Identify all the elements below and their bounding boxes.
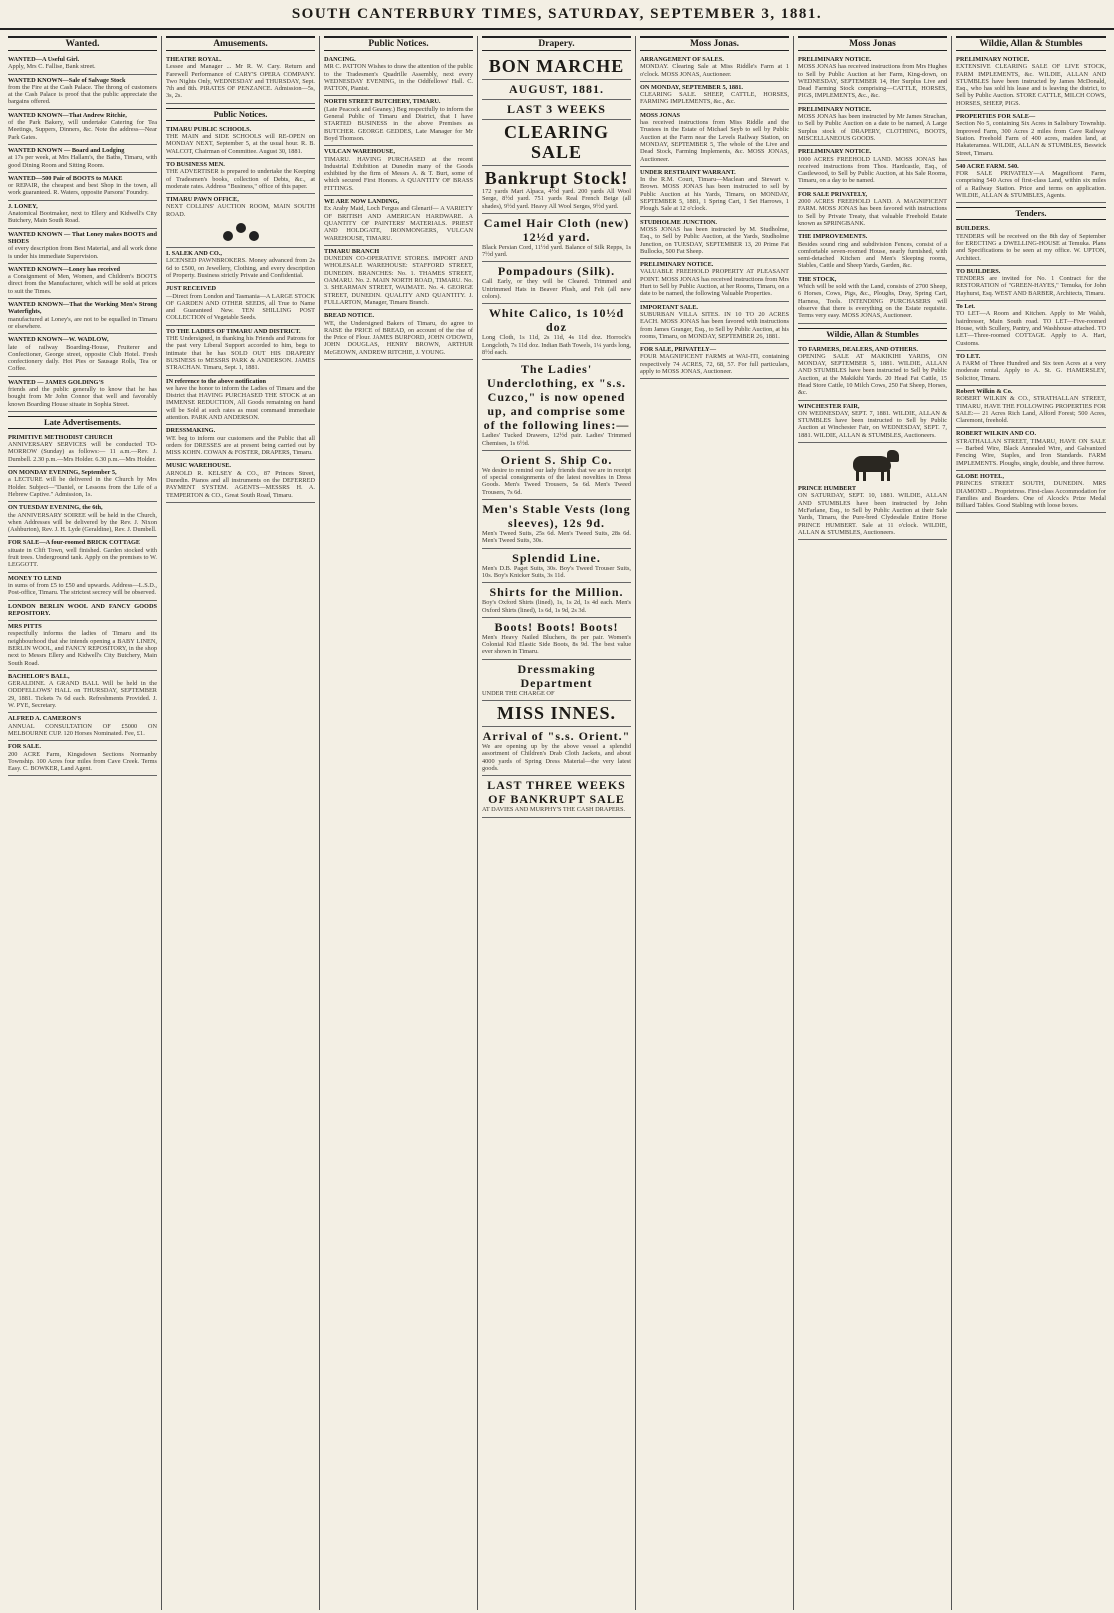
ad-headline: CLEARING SALE xyxy=(503,122,609,162)
advertisement xyxy=(640,344,789,379)
ad-headline: WANTED KNOWN—Sale of Salvage Stock xyxy=(8,76,126,84)
advertisement xyxy=(798,344,947,401)
column-moss-jonas-1 xyxy=(636,36,794,1610)
column-heading: Moss Jonas xyxy=(798,36,947,51)
advertisement xyxy=(324,310,473,360)
advertisement xyxy=(798,146,947,188)
ad-headline: THE STOCK, xyxy=(798,275,837,283)
ad-body: GERALDINE. A GRAND BALL Will be held in the ODDFELLOWS' HALL on THURSDAY, SEPTEMBER 29, 1881. Tickets 7s 6d each. Refreshments Provided. J. W. PYE, Secretary. xyxy=(8,680,157,710)
ad-body: WE beg to inform our customers and the Public that all orders for DRESSES are at present being carried out by MISS KOHN. COWAN & FOSTER, DRAPERS, Timaru. xyxy=(166,434,315,457)
ad-body: SUBURBAN VILLA SITES. IN 10 TO 20 ACRES EACH. MOSS JONAS has been favored with instructions from James Granger, Esq., to Sell by Public Auction, at his rooms, Timaru, on MONDAY, SEPTEMBER 26, 1881. xyxy=(640,310,789,340)
section-heading: Tenders. xyxy=(956,207,1106,220)
ad-body: Long Cloth, 1s 11d, 2s 11d, 4s 11d doz. Horrock's Longcloth, 7s 11d doz. Indian Bath Towels, 1¼ yards long, 8½d each. xyxy=(482,334,631,356)
advertisement xyxy=(798,104,947,146)
column-wanted xyxy=(4,36,162,1610)
advertisement xyxy=(798,443,947,540)
section-heading: Public Notices. xyxy=(166,108,315,121)
advertisement xyxy=(640,217,789,259)
ad-headline: DANCING. xyxy=(324,56,356,63)
advertisement xyxy=(8,54,157,75)
ads-list xyxy=(482,54,631,818)
ad-headline: FOR SALE, PRIVATELY— xyxy=(640,346,716,354)
masthead: SOUTH CANTERBURY TIMES, SATURDAY, SEPTEMBER 3, 1881. xyxy=(0,0,1114,30)
advertisement xyxy=(8,741,157,776)
late-ads-list xyxy=(798,344,947,541)
advertisement xyxy=(640,110,789,167)
ad-body: Ladies' Tucked Drawers, 12½d pair. Ladies' Trimmed Chemises, 1s 6½d. xyxy=(482,432,631,447)
ad-body: EXTENSIVE CLEARING SALE OF LIVE STOCK, FARM IMPLEMENTS, &c. WILDIE, ALLAN AND STUMBLES have been instructed by James McDonald, Esq., who has sold his lease and is leaving the district, to Sell by Public Auction. STORE CATTLE, MILCH COWS, HORSES, SHEEP, PIGS. xyxy=(956,63,1106,107)
ad-body: Boy's Oxford Shirts (lined), 1s, 1s 2d, 1s 4d each. Men's Oxford Shirts (lined), 1s 6d, 1s 9d, 2s 3d. xyxy=(482,599,631,614)
ad-body: has received instructions from Miss Riddle and the Trustees in the Estate of Michael Seyb to sell by Public Auction at the Farm near the Levels Railway Station, on MONDAY, SEPTEMBER 5, The whole of the Live and Dead Stock, Farming Implements, &c. MOSS JONAS, Auctioneer. xyxy=(640,119,789,163)
ad-headline: PRINCE HUMBERT xyxy=(798,485,857,493)
ad-headline: WE ARE NOW LANDING, xyxy=(324,198,400,206)
ads-list xyxy=(798,54,947,324)
ad-headline: ARRANGEMENT OF SALES. xyxy=(640,56,724,63)
advertisement xyxy=(8,377,157,412)
ad-headline: 540 ACRE FARM. 540. xyxy=(956,162,1019,170)
advertisement xyxy=(324,246,473,310)
advertisement xyxy=(166,54,315,104)
advertisement xyxy=(482,214,631,263)
ad-headline: Shirts for the Million. xyxy=(489,585,624,600)
advertisement xyxy=(482,500,631,549)
advertisement xyxy=(798,231,947,273)
ad-headline: LONDON BERLIN WOOL AND FANCY GOODS REPOSITORY. xyxy=(8,602,157,617)
ad-headline: The Ladies' Underclothing, ex "s.s. Cuzco," is now opened up, and comprise some of the following lines:— xyxy=(483,362,630,433)
ad-body: manufactured at Loney's, are not to be equalled in Timaru or elsewhere. xyxy=(8,315,157,330)
ad-body: MOSS JONAS has been instructed by Mr James Strachan, to Sell by Public Auction on a date to be named, A Large Surplus stock of DRAPERY, CLOTHING, BOOTS, MISCELLANEOUS GOODS. xyxy=(798,113,947,142)
ad-headline: WANTED KNOWN—That the Working Men's Strong Waterfights, xyxy=(8,301,157,316)
advertisement xyxy=(640,167,789,217)
ad-body: 172 yards Mart Alpaca, 4½d yard. 200 yards All Wool Serge, 8½d yard. 751 yards Real French Beige (all shades), 9½d yard. Heavy All Wool Serges, 9½d yard. xyxy=(482,188,631,210)
ad-body: or REPAIR, the cheapest and best Shop in the town, all work guaranteed. R. Waters, opposite Parsons' Foundry. xyxy=(8,182,157,197)
advertisement xyxy=(956,386,1106,428)
advertisement xyxy=(8,467,157,502)
ad-body: a LECTURE will be delivered in the Church by Mrs Holder. Subject—"Daniel, or Lessons from the Life of a Hebrew Captive." Admission, 1s. xyxy=(8,476,157,498)
column-wildie-allan-stumbles xyxy=(952,36,1110,1610)
ad-headline: TO BUSINESS MEN. xyxy=(166,160,225,168)
ad-headline: BACHELOR'S BALL, xyxy=(8,672,70,680)
ad-headline: FOR SALE—A four-roomed BRICK COTTAGE xyxy=(8,539,141,547)
ad-headline: WANTED—500 Pair of BOOTS to MAKE xyxy=(8,174,123,182)
ads-list xyxy=(166,54,315,104)
ad-body: AT DAVIES AND MURPHY'S THE CASH DRAPERS. xyxy=(482,806,626,814)
ad-headline: TO BUILDERS. xyxy=(956,267,1001,275)
ads-list xyxy=(640,54,789,379)
column-heading: Wildie, Allan & Stumbles xyxy=(956,36,1106,51)
advertisement xyxy=(8,621,157,671)
advertisement xyxy=(8,229,157,264)
ad-headline: PRELIMINARY NOTICE. xyxy=(956,56,1030,63)
advertisement xyxy=(8,573,157,601)
ad-body: WE, the Undersigned Bakers of Timaru, do agree to RAISE the PRICE of BREAD, on account of the rise of the Price of Flour. JAMES BURFORD, JOHN O'DOWD, JOHN DOUGLAS, HENRY BROWN, ARTHUR McGEOWN, ANDREW RITCHIE, J. YOUNG. xyxy=(324,319,473,356)
ad-headline: To Let. xyxy=(956,303,976,311)
advertisement xyxy=(8,713,157,741)
advertisement xyxy=(640,259,789,301)
ad-body: Apply, Mrs C. Fallise, Bank street. xyxy=(8,63,96,71)
ad-body: Men's Tweed Suits, 25s 6d. Men's Tweed Suits, 28s 6d. Men's Tweed Suits, 30s. xyxy=(482,530,631,545)
advertisement xyxy=(166,124,315,159)
advertisement xyxy=(166,283,315,325)
ad-headline: FOR SALE PRIVATELY, xyxy=(798,190,868,198)
advertisement xyxy=(956,266,1106,301)
ad-body: NEXT COLLINS' AUCTION ROOM, MAIN SOUTH ROAD. xyxy=(166,203,315,218)
advertisement xyxy=(482,120,631,166)
advertisement xyxy=(640,302,789,344)
ad-headline: Boots! Boots! Boots! xyxy=(494,619,619,634)
advertisement xyxy=(166,248,315,283)
advertisement xyxy=(8,173,157,201)
ads-list xyxy=(956,54,1106,203)
ad-headline: NORTH STREET BUTCHERY, TIMARU. xyxy=(324,98,441,106)
ad-body: (Late Peacock and Geaney.) Beg respectfully to inform the General Public of Timaru and District, that I have STARTED BUSINESS in the above Premises as BUTCHER. GEORGE GEDDES, Late Manager for Mr Boyd Thomson. xyxy=(324,105,473,142)
advertisement xyxy=(640,54,789,82)
ad-body: MOSS JONAS has received instructions from Mrs Hughes to Sell by Public Auction at her Farm, King-down, on WEDNESDAY, SEPTEMBER 14, Her Surplus Live and Dead Farming Stock comprising—CATTLE, HORSES, PIGS, IMPLEMENTS, &c., &c. xyxy=(798,63,947,100)
ad-headline: MISS INNES. xyxy=(496,703,617,724)
advertisement xyxy=(166,376,315,426)
ad-body: a Consignment of Men, Women, and Children's BOOTS direct from the Manufacturer, which will be sold at prices to suit the Times. xyxy=(8,273,157,295)
ad-body: Ex Araby Maid, Loch Fergus and Glenarif— A VARIETY OF BRITISH AND AMERICAN HARDWARE. A QUANTITY OF PAINTERS' MATERIALS. PRIEST AND HOLDGATE, IRONMONGERS, VULCAN WAREHOUSE, TIMARU. xyxy=(324,205,473,242)
ad-body: Besides sound ring and subdivision Fences, consist of a comfortable seven-roomed House, nearly furnished, with semi-detached Kitchen and Men's Sleeping rooms, Stables, Cattle and Sheep Yards, Garden, &c. xyxy=(798,240,947,270)
ad-body: TENDERS are invited for No. 1 Contract for the RESTORATION of "GREEN-HAYES," Temuka, for John Hayhurst, Esq. WEST AND BARBER, Architects, Timaru. xyxy=(956,275,1106,297)
ad-headline: AUGUST, 1881. xyxy=(508,82,605,96)
column-heading: Wanted. xyxy=(8,36,157,51)
ad-body: Section No 5, containing Six Acres in Salisbury Township. Improved Farm, 300 Acres 2 miles from Cave Railway Station. Freehold Farm of 400 acres, maiden land, at Hakateramea. WILDIE, ALLAN & STUMBLES, Beswick Street, Timaru. xyxy=(956,120,1106,157)
ad-headline: PRIMITIVE METHODIST CHURCH xyxy=(8,433,113,441)
advertisement xyxy=(8,145,157,173)
column-heading: Moss Jonas. xyxy=(640,36,789,51)
ad-headline: LAST THREE WEEKS OF BANKRUPT SALE xyxy=(487,778,626,807)
ad-body: in sums of from £5 to £50 and upwards. Address—L.S.D., Post-office, Timaru. The strictest secrecy will be observed. xyxy=(8,581,157,597)
advertisement xyxy=(798,189,947,231)
ad-headline: Men's Stable Vests (long sleeves), 12s 9d. xyxy=(482,502,631,531)
ad-body: Lessee and Manager ... Mr R. W. Cary. Return and Farewell Performance of CARY'S OPERA COMPANY. Two Nights Only, WEDNESDAY and THURSDAY, Sept. 7th and 8th. PIRATES OF PENZANCE. Admission—5s, 3s, 2s. xyxy=(166,63,315,100)
advertisement xyxy=(166,326,315,376)
advertisement xyxy=(482,80,631,100)
ad-body: CLEARING SALE. SHEEP, CATTLE, HORSES, FARMING IMPLEMENTS, &c., &c. xyxy=(640,91,789,106)
ad-headline: MONEY TO LEND xyxy=(8,574,62,582)
ad-body: STRATHALLAN STREET, TIMARU, HAVE ON SALE— Barbed Wire, Black Annealed Wire, and Galvanized Fencing Wire, Staples, and Iron Standards. FARM IMPLEMENTS. Ploughs, single, double, and three furrow. xyxy=(956,437,1106,467)
ad-headline: PRELIMINARY NOTICE. xyxy=(798,148,872,156)
ad-body: A FARM of Three Hundred and Six teen Acres at a very moderate rental. Apply to A. St. G. HAMERSLEY, Solicitor, Timaru. xyxy=(956,360,1106,382)
ad-headline: J. LONEY, xyxy=(8,202,38,210)
ad-body: at 17s per week, at Mrs Hallam's, the Baths, Timaru, with good Dining Room and Sitting Room. xyxy=(8,154,157,169)
ad-body: VALUABLE FREEHOLD PROPERTY AT PLEASANT POINT. MOSS JONAS has received instructions from Mrs Hurt to Sell by Public Auction, at her Rooms, Timaru, on a date to be named, the following Valuable Properties. xyxy=(640,268,789,298)
ad-headline: Robert Wilkin & Co. xyxy=(956,387,1013,395)
ad-headline: PROPERTIES FOR SALE— xyxy=(956,113,1036,121)
ad-headline: ROBERT WILKIN AND CO. xyxy=(956,430,1037,438)
ad-headline: IN reference to the above notification xyxy=(166,377,266,385)
ad-body: MR C. PATTON Wishes to draw the attention of the public to the Tradesmen's Quadrille Assembly, next every WEDNESDAY EVENING, in the Oddfellows' Hall. C. PATTON, Pianist. xyxy=(324,63,473,93)
advertisement xyxy=(166,159,315,194)
ad-body: UNDER THE CHARGE OF xyxy=(482,689,555,697)
horse-illustration-icon xyxy=(843,448,903,482)
ad-body: Men's D.B. Paget Suits, 30s. Boy's Tweed Trouser Suits, 10s. Boy's Knicker Suits, 3s 11d. xyxy=(482,564,631,579)
advertisement xyxy=(324,146,473,196)
ad-headline: ALFRED A. CAMERON'S xyxy=(8,715,82,723)
ad-headline: BON MARCHE xyxy=(488,56,625,76)
ad-body: Which will be sold with the Land, consists of 2700 Sheep, 6 Horses, Cows, Pigs, &c., Ploughs, Dray, Spring Cart, Harness, Tools. INTENDING PURCHASERS will observe that there is everything on the Estate requisite. Terms very easy. MOSS JONAS, Auctioneer. xyxy=(798,283,947,320)
column-heading: Public Notices. xyxy=(324,36,473,51)
advertisement xyxy=(8,75,157,110)
ad-headline: IMPORTANT SALE. xyxy=(640,303,698,311)
ad-headline: THEATRE ROYAL. xyxy=(166,56,222,63)
ad-body: LICENSED PAWNBROKERS. Money advanced from 2s 6d to £500, on Jewellery, Clothing, and every description of Property. Business strictly Private and Confidential. xyxy=(166,257,315,279)
ad-body: PRINCES STREET SOUTH, DUNEDIN. MRS DIAMOND ... Proprietress. First-class Accommodation for Families and Boarders. One of Alcock's Prize Medal Billiard Tables. Good Stabling with loose boxes. xyxy=(956,480,1106,510)
advertisement xyxy=(482,701,631,727)
ad-body: 1000 ACRES FREEHOLD LAND. MOSS JONAS has received instructions from Thos. Hardcastle, Esq., of Castlewood, to Sell by Public Auction, at his Sale Rooms, Timaru, on a day to be named. xyxy=(798,155,947,185)
advertisement xyxy=(8,601,157,622)
late-ads-list xyxy=(166,124,315,503)
ads-list xyxy=(324,54,473,360)
ad-body: THE ADVERTISER is prepared to undertake the Keeping of Tradesmen's books, collection of Debts, &c., at moderate rates. Address "Business," office of this paper. xyxy=(166,168,315,190)
advertisement xyxy=(8,334,157,376)
advertisement xyxy=(956,301,1106,351)
late-ads-list xyxy=(956,223,1106,513)
ad-headline: BUILDERS. xyxy=(956,225,990,233)
column-moss-jonas-2 xyxy=(794,36,952,1610)
advertisement xyxy=(8,264,157,299)
ad-body: ON SATURDAY, SEPT. 10, 1881. WILDIE, ALLAN AND STUMBLES have been instructed by John McFarlane, Esq., to Sell by Public Auction at their Sale Yards, Timaru, the Pure-bred Clydesdale Entire Horse PRINCE HUMBERT. Sale at 11 o'clock. WILDIE, ALLAN & STUMBLES, Auctioneers. xyxy=(798,492,947,536)
ad-body: respectfully informs the ladies of Timaru and its neighbourhood that she intends opening a BABY LINEN, BERLIN WOOL, and FANCY REPOSITORY, in the shop next to Messrs Ellery and Kidwell's City Butchery, Main South Road. xyxy=(8,630,157,667)
advertisement xyxy=(956,428,1106,470)
section-heading: Late Advertisements. xyxy=(8,416,157,429)
ad-body: —Direct from London and Tasmania—A LARGE STOCK OF GARDEN AND OTHER SEEDS, all True to Name and Guaranteed New. TEN SHILLING POST COLLECTION of Vegetable Seeds. xyxy=(166,292,315,322)
late-ads-list xyxy=(8,432,157,777)
ad-body: MOSS JONAS has been instructed by M. Studholme, Esq., to Sell by Public Auction, at the Yards, Studholme Junction, on TUESDAY, SEPTEMBER 13, 20 Prime Fat Bullocks, 500 Fat Sheep. xyxy=(640,225,789,255)
ad-body: THE Undersigned, in thanking his Friends and Patrons for the past very Liberal Support accorded to him, begs to intimate that he has SOLD OUT HIS DRAPERY BUSINESS to MESSRS PARK & ANDERSON. JAMES STRACHAN. Timaru, Sept. 1, 1881. xyxy=(166,335,315,372)
ad-body: In the R.M. Court, Timaru—Maclean and Stewart v. Brown. MOSS JONAS has been instructed to sell by Public Auction at his Yards, Timaru, on MONDAY, SEPTEMBER 5, 1881, 1 Spring Cart, 1 Set Harrows, 1 Plough. Sale at 12 o'clock. xyxy=(640,176,789,213)
ad-body: THE MAIN and SIDE SCHOOLS will RE-OPEN on MONDAY NEXT, September 5, at the usual hour. R. B. WALCOT, Chairman of Committee. August 30, 1881. xyxy=(166,133,315,155)
ad-headline: STUDHOLME JUNCTION. xyxy=(640,218,717,226)
ad-body: FOR SALE PRIVATELY—A Magnificent Farm, comprising 540 Acres of first-class Land, within six miles of a Railway Station. Price and terms on application. WILDIE, ALLAN & STUMBLES, Agents. xyxy=(956,170,1106,200)
ad-body: ANNUAL CONSULTATION OF £5000 ON MELBOURNE CUP. 120 Horses Nominated. Fee, £1. xyxy=(8,722,157,737)
advertisement xyxy=(482,660,631,701)
ad-headline: VULCAN WAREHOUSE, xyxy=(324,148,395,156)
ad-headline: DRESSMAKING. xyxy=(166,427,216,435)
ad-body: Black Persian Cord, 11½d yard. Balance of Silk Repps, 1s 7½d yard. xyxy=(482,243,631,259)
ad-headline: Splendid Line. xyxy=(512,550,601,565)
ad-body: OPENING SALE AT MAKIKIHI YARDS, ON MONDAY, SEPTEMBER 5, 1881. WILDIE, ALLAN AND STUMBLES have been instructed to Sell by Public Auction, at the Makikihi Yards. 20 Head Fat Cattle, 15 Head Store Cattle, 10 Milch Cows, 250 Fat Sheep, Horses, &c. xyxy=(798,352,947,397)
ad-headline: WANTED — JAMES GOLDING'S xyxy=(8,378,104,386)
ad-headline: WANTED KNOWN — Board and Lodging xyxy=(8,146,125,154)
advertisement xyxy=(956,161,1106,203)
ad-headline: White Calico, 1s 10½d doz xyxy=(488,306,625,335)
ad-headline: UNDER RESTRAINT WARRANT. xyxy=(640,168,736,176)
ad-headline: FOR SALE. xyxy=(8,743,41,751)
ad-headline: GLOBE HOTEL, xyxy=(956,472,1004,480)
advertisement xyxy=(324,196,473,246)
ad-body: we have the honor to inform the Ladies of Timaru and the District that HAVING PURCHASED THE STOCK at an IMMENSE REDUCTION, All Goods remaining on hand will be Sold at such rates as must command immediate attention. PARK AND ANDERSON. xyxy=(166,384,315,421)
ad-body: the ANNIVERSARY SOIREE will be held in the Church, when Addresses will be delivered by the Rev. J. Nixon (Ashburton), Rev. J. H. Lyde (Geraldine), Rev. J. Dumbell. xyxy=(8,511,157,534)
ad-headline: TIMARU PUBLIC SCHOOLS. xyxy=(166,125,252,133)
advertisement xyxy=(482,618,631,660)
ad-headline: WANTED KNOWN—Loney has received xyxy=(8,265,121,273)
ad-body: We are opening up by the above vessel a splendid assortment of Children's Drab Cloth Jackets, and about 4000 yards of Spring Dress Material—the very latest goods. xyxy=(482,743,631,772)
ad-headline: ON MONDAY EVENING, September 5, xyxy=(8,469,117,477)
ad-headline: BREAD NOTICE. xyxy=(324,312,375,320)
ad-headline: MOSS JONAS xyxy=(640,111,681,119)
ad-headline: MUSIC WAREHOUSE. xyxy=(166,462,231,470)
ad-headline: ON TUESDAY EVENING, the 6th, xyxy=(8,504,103,512)
advertisement xyxy=(640,82,789,110)
ad-headline: TO FARMERS, DEALERS, AND OTHERS. xyxy=(798,345,918,353)
ad-body: of the Park Bakery, will undertake Catering for Tea Meetings, Suppers, Dinners, &c. Note the address—Near Park Gates. xyxy=(8,119,157,141)
section-heading: Wildie, Allan & Stumbles xyxy=(798,328,947,341)
ad-body: DUNEDIN CO-OPERATIVE STORES. IMPORT AND WHOLESALE WAREHOUSE: STAFFORD STREET, DUNEDIN. BRANCHES: No. 1. THAMES STREET, OAMARU. No. 2. MAIN NORTH ROAD, TIMARU. No. 3. SHEARMAN STREET, WAIMATE. No. 4. GEORGE STREET, DUNEDIN. QUALITY AND QUANTITY. J. FULLARTON, Manager, Timaru Branch. xyxy=(324,255,473,306)
ads-list xyxy=(8,54,157,412)
ad-body: ON WEDNESDAY, SEPT. 7, 1881. WILDIE, ALLAN & STUMBLES have been instructed to Sell by Public Auction at Winchester Fair, on WEDNESDAY, SEPT. 7, 1881. WILDIE, ALLAN & STUMBLES, Auctioneers. xyxy=(798,409,947,439)
ad-body: situate in Clift Town, well finished. Garden stocked with fruit trees. Underground tank. Apply on the premises to W. LEGGOTT. xyxy=(8,546,157,569)
advertisement xyxy=(166,460,315,502)
advertisement xyxy=(482,166,631,214)
advertisement xyxy=(482,304,631,360)
ad-body: 2000 ACRES FREEHOLD LAND. A MAGNIFICENT FARM. MOSS JONAS has been favored with instructions to Sell by Private Treaty, that valuable Freehold Estate known as SPRINGBANK. xyxy=(798,198,947,227)
ad-body: TO LET—A Room and Kitchen. Apply to Mr Walsh, hairdresser, Main South road. TO LET—Five-roomed House, with Scullery, Pantry, and Washhouse attached. TO LET—Three-roomed COTTAGE. Apply to A. Hart, Customs. xyxy=(956,310,1106,347)
advertisement xyxy=(956,54,1106,111)
ad-headline: JUST RECEIVED xyxy=(166,285,217,293)
column-heading: Drapery. xyxy=(482,36,631,51)
ad-body: Men's Heavy Nailed Bluchers, 8s per pair. Women's Colonial Kid Elastic Side Boots, 8s 9d. The best value ever shown in Timaru. xyxy=(482,633,631,656)
ad-headline: TO LET. xyxy=(956,352,981,360)
ad-body: TIMARU. HAVING PURCHASED at the recent Industrial Exhibition at Dunedin many of the Goods exhibited by the firm of Messrs A. & T. Burt, some of which secured First Honors. A QUANTITY OF BRASS FITTINGS. xyxy=(324,155,473,192)
advertisement xyxy=(956,223,1106,265)
advertisement xyxy=(482,262,631,304)
advertisement xyxy=(956,471,1106,513)
ad-headline: PRELIMINARY NOTICE. xyxy=(798,56,872,63)
pawnbroker-balls-icon xyxy=(221,220,261,242)
column-amusements xyxy=(162,36,320,1610)
ad-headline: WANTED KNOWN—That Andrew Ritchie, xyxy=(8,111,127,119)
advertisement xyxy=(956,351,1106,386)
ad-body: from the Fire at the Cash Palace. The throng of customers at the Cash Palace is proof that the public appreciate the bargains offered. xyxy=(8,83,157,106)
advertisement xyxy=(798,54,947,104)
advertisement xyxy=(482,583,631,618)
ad-headline: WINCHESTER FAIR, xyxy=(798,402,860,410)
column-heading: Amusements. xyxy=(166,36,315,51)
ad-headline: TIMARU BRANCH xyxy=(324,247,380,255)
advertisement xyxy=(8,671,157,713)
advertisement xyxy=(482,776,631,817)
ad-headline: PRELIMINARY NOTICE. xyxy=(640,261,714,269)
ad-headline: Dressmaking Department xyxy=(517,661,596,690)
advertisement xyxy=(482,54,631,80)
ad-body: We desire to remind our lady friends that we are in receipt of special consignments of the latest novelties in Dress Goods. Men's Tweed Trousers, 5s 6d. Men's Tweed Trousers, 7s 6d. xyxy=(482,466,631,496)
advertisement xyxy=(166,194,315,248)
ad-headline: WANTED KNOWN—W. WADLOW, xyxy=(8,336,109,344)
ad-headline: ON MONDAY, SEPTEMBER 5, 1881. xyxy=(640,83,743,91)
advertisement xyxy=(8,299,157,334)
advertisement xyxy=(8,502,157,537)
ad-body: FOUR MAGNIFICENT FARMS at WAI-ITI, containing respectively 74 ACRES, 72, 68, 57. For full particulars, apply to MOSS JONAS, Auctioneer. xyxy=(640,353,789,375)
advertisement xyxy=(482,727,631,776)
ad-body: MONDAY. Clearing Sale at Miss Riddle's Farm at 1 o'clock. MOSS JONAS, Auctioneer. xyxy=(640,63,789,78)
advertisement xyxy=(956,111,1106,161)
advertisement xyxy=(166,425,315,460)
ad-body: friends and the public generally to know that he has bought from Mr John Connor that well and favorably known Boarding House situate in Sophia Street. xyxy=(8,385,157,408)
ad-headline: THE IMPROVEMENTS. xyxy=(798,233,868,241)
ad-body: TENDERS will be received on the 8th day of September for ERECTING a DWELLING-HOUSE at Temuka. Plans and Specifications to be seen at my office. W. UPTON, Architect. xyxy=(956,232,1106,262)
advertisement xyxy=(482,451,631,500)
advertisement xyxy=(8,537,157,572)
advertisement xyxy=(482,549,631,584)
ad-body: 200 ACRE Farm, Kingsdown Sections Normanby Township. 100 Acres four miles from Cave Creek. Terms Easy. C. BOWKER, Land Agent. xyxy=(8,750,157,773)
ad-headline: PRELIMINARY NOTICE. xyxy=(798,105,872,113)
advertisement xyxy=(798,401,947,443)
ad-headline: TIMARU PAWN OFFICE, xyxy=(166,196,239,204)
ad-body: ANNIVERSARY SERVICES will be conducted TO-MORROW (Sunday) as follows:— 11 a.m.—Rev. J. Dumbell. 2.30 p.m.—Mrs Holder. 6.30 p.m.—Mrs Holder. xyxy=(8,441,157,463)
column-public-notices xyxy=(320,36,478,1610)
ad-headline: TO THE LADIES OF TIMARU AND DISTRICT. xyxy=(166,327,301,335)
advertisement xyxy=(324,96,473,146)
ad-headline: Bankrupt Stock! xyxy=(484,168,629,188)
newspaper-page xyxy=(4,36,1110,1610)
ad-headline: MRS PITTS xyxy=(8,623,42,631)
ad-headline: Orient S. Ship Co. xyxy=(500,452,613,467)
advertisement xyxy=(8,110,157,145)
ad-headline: Pompadours (Silk). xyxy=(497,264,616,279)
ad-headline: Arrival of "s.s. Orient." xyxy=(482,729,631,744)
ad-headline: LAST 3 WEEKS xyxy=(507,102,606,116)
ad-headline: WANTED—A Useful Girl. xyxy=(8,56,80,63)
ad-body: ARNOLD R. KELSEY & CO., 87 Princes Street, Dunedin. Pianos and all instruments on the DEFERRED PAYMENT SYSTEM. AGENTS—MESSRS H. A. TEMPERTON & CO., Great South Road, Timaru. xyxy=(166,469,315,499)
ad-body: ROBERT WILKIN & CO., STRATHALLAN STREET, TIMARU, HAVE THE FOLLOWING PROPERTIES FOR SALE:— 21 Acres Rich Land, Alford Forest; 500 Acres, Claremont, freehold. xyxy=(956,395,1106,425)
advertisement xyxy=(482,100,631,120)
ad-headline: Camel Hair Cloth (new) 12½d yard. xyxy=(483,215,630,244)
advertisement xyxy=(8,201,157,229)
advertisement xyxy=(482,360,631,451)
ad-body: of every description from Best Material, and all work done is under his immediate Supervision. xyxy=(8,245,157,260)
ad-body: Call Early, or they will be Cleared. Trimmed and Untrimmed Hats in Beaver Plush, and Felt (all new colors). xyxy=(482,278,631,301)
ad-body: Anatomical Bootmaker, next to Ellery and Kidwell's City Butchery, Main South Road. xyxy=(8,210,157,225)
advertisement xyxy=(324,54,473,96)
ad-headline: I. SALEK AND CO., xyxy=(166,250,222,258)
column-drapery xyxy=(478,36,636,1610)
advertisement xyxy=(798,274,947,324)
ad-body: late of railway Boarding-House, Fruiterer and Confectioner, George street, opposite Club Hotel. Fresh confectionery daily. Hot Pies or Sausage Rolls, Tea or Coffee. xyxy=(8,343,157,373)
ad-headline: WANTED KNOWN — That Loney makes BOOTS and SHOES xyxy=(8,230,157,245)
advertisement xyxy=(8,432,157,467)
